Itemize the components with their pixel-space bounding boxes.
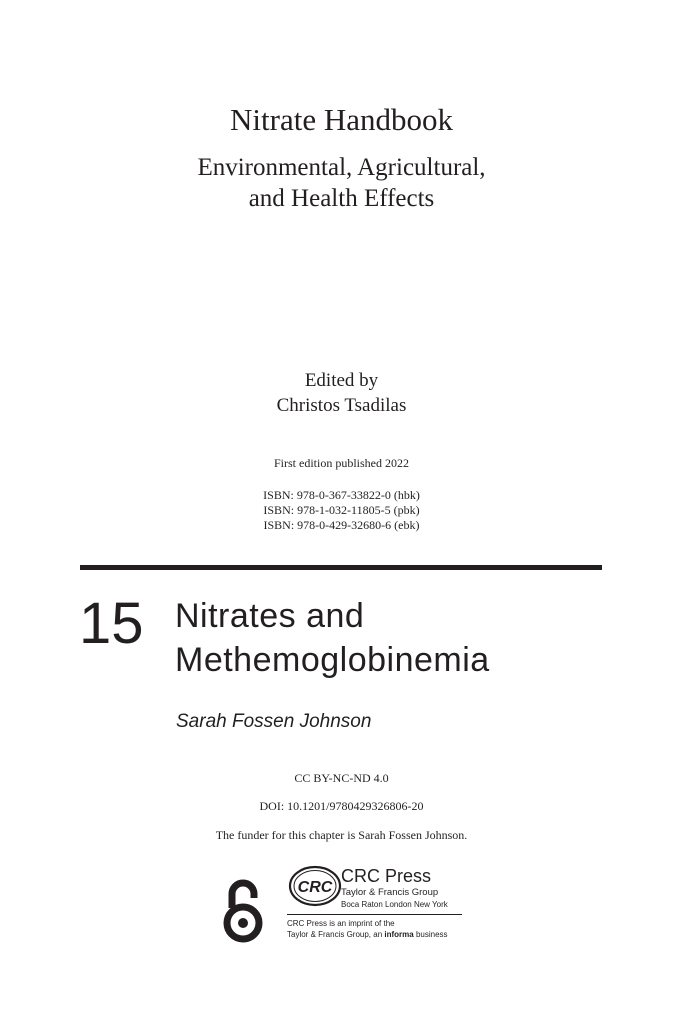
imprint-line1: CRC Press is an imprint of the (287, 919, 395, 928)
isbn-list (0, 488, 683, 533)
chapter-title-line1: Nitrates and (175, 597, 365, 635)
open-access-lock-icon (220, 878, 266, 944)
imprint-line2-suffix: business (413, 930, 448, 939)
publisher-group: Taylor & Francis Group (341, 887, 439, 898)
chapter-title (175, 594, 490, 682)
publisher-name: CRC Press (341, 866, 432, 886)
license-text: CC BY-NC-ND 4.0 (294, 771, 389, 785)
crc-press-logo (287, 864, 345, 908)
isbn-hbk: ISBN: 978-0-367-33822-0 (hbk) (263, 488, 420, 502)
book-subtitle-line1: Environmental, Agricultural, (197, 154, 486, 181)
edited-by-label: Edited by (304, 370, 379, 391)
editor-name: Christos Tsadilas (276, 395, 407, 416)
edition-note: First edition published 2022 (274, 456, 409, 470)
book-subtitle-line2: and Health Effects (248, 185, 435, 212)
crc-logo-text: CRC (297, 879, 333, 896)
isbn-pbk: ISBN: 978-1-032-11805-5 (pbk) (263, 503, 420, 517)
book-subtitle (0, 152, 683, 214)
chapter-number: 15 (79, 591, 144, 656)
doi-text: DOI: 10.1201/9780429326806-20 (259, 799, 424, 813)
book-title: Nitrate Handbook (230, 102, 453, 137)
chapter-title-line2: Methemoglobinemia (175, 641, 490, 679)
funder-text: The funder for this chapter is Sarah Fossen Johnson. (215, 828, 468, 842)
chapter-author: Sarah Fossen Johnson (176, 711, 372, 732)
isbn-ebk: ISBN: 978-0-429-32680-6 (ebk) (263, 518, 420, 532)
publisher-divider (287, 914, 462, 915)
imprint-line2-prefix: Taylor & Francis Group, an (287, 930, 385, 939)
chapter-divider (80, 565, 602, 570)
publisher-cities: Boca Raton London New York (341, 900, 448, 909)
imprint-line2 (287, 930, 448, 939)
informa-text: informa (384, 930, 414, 939)
